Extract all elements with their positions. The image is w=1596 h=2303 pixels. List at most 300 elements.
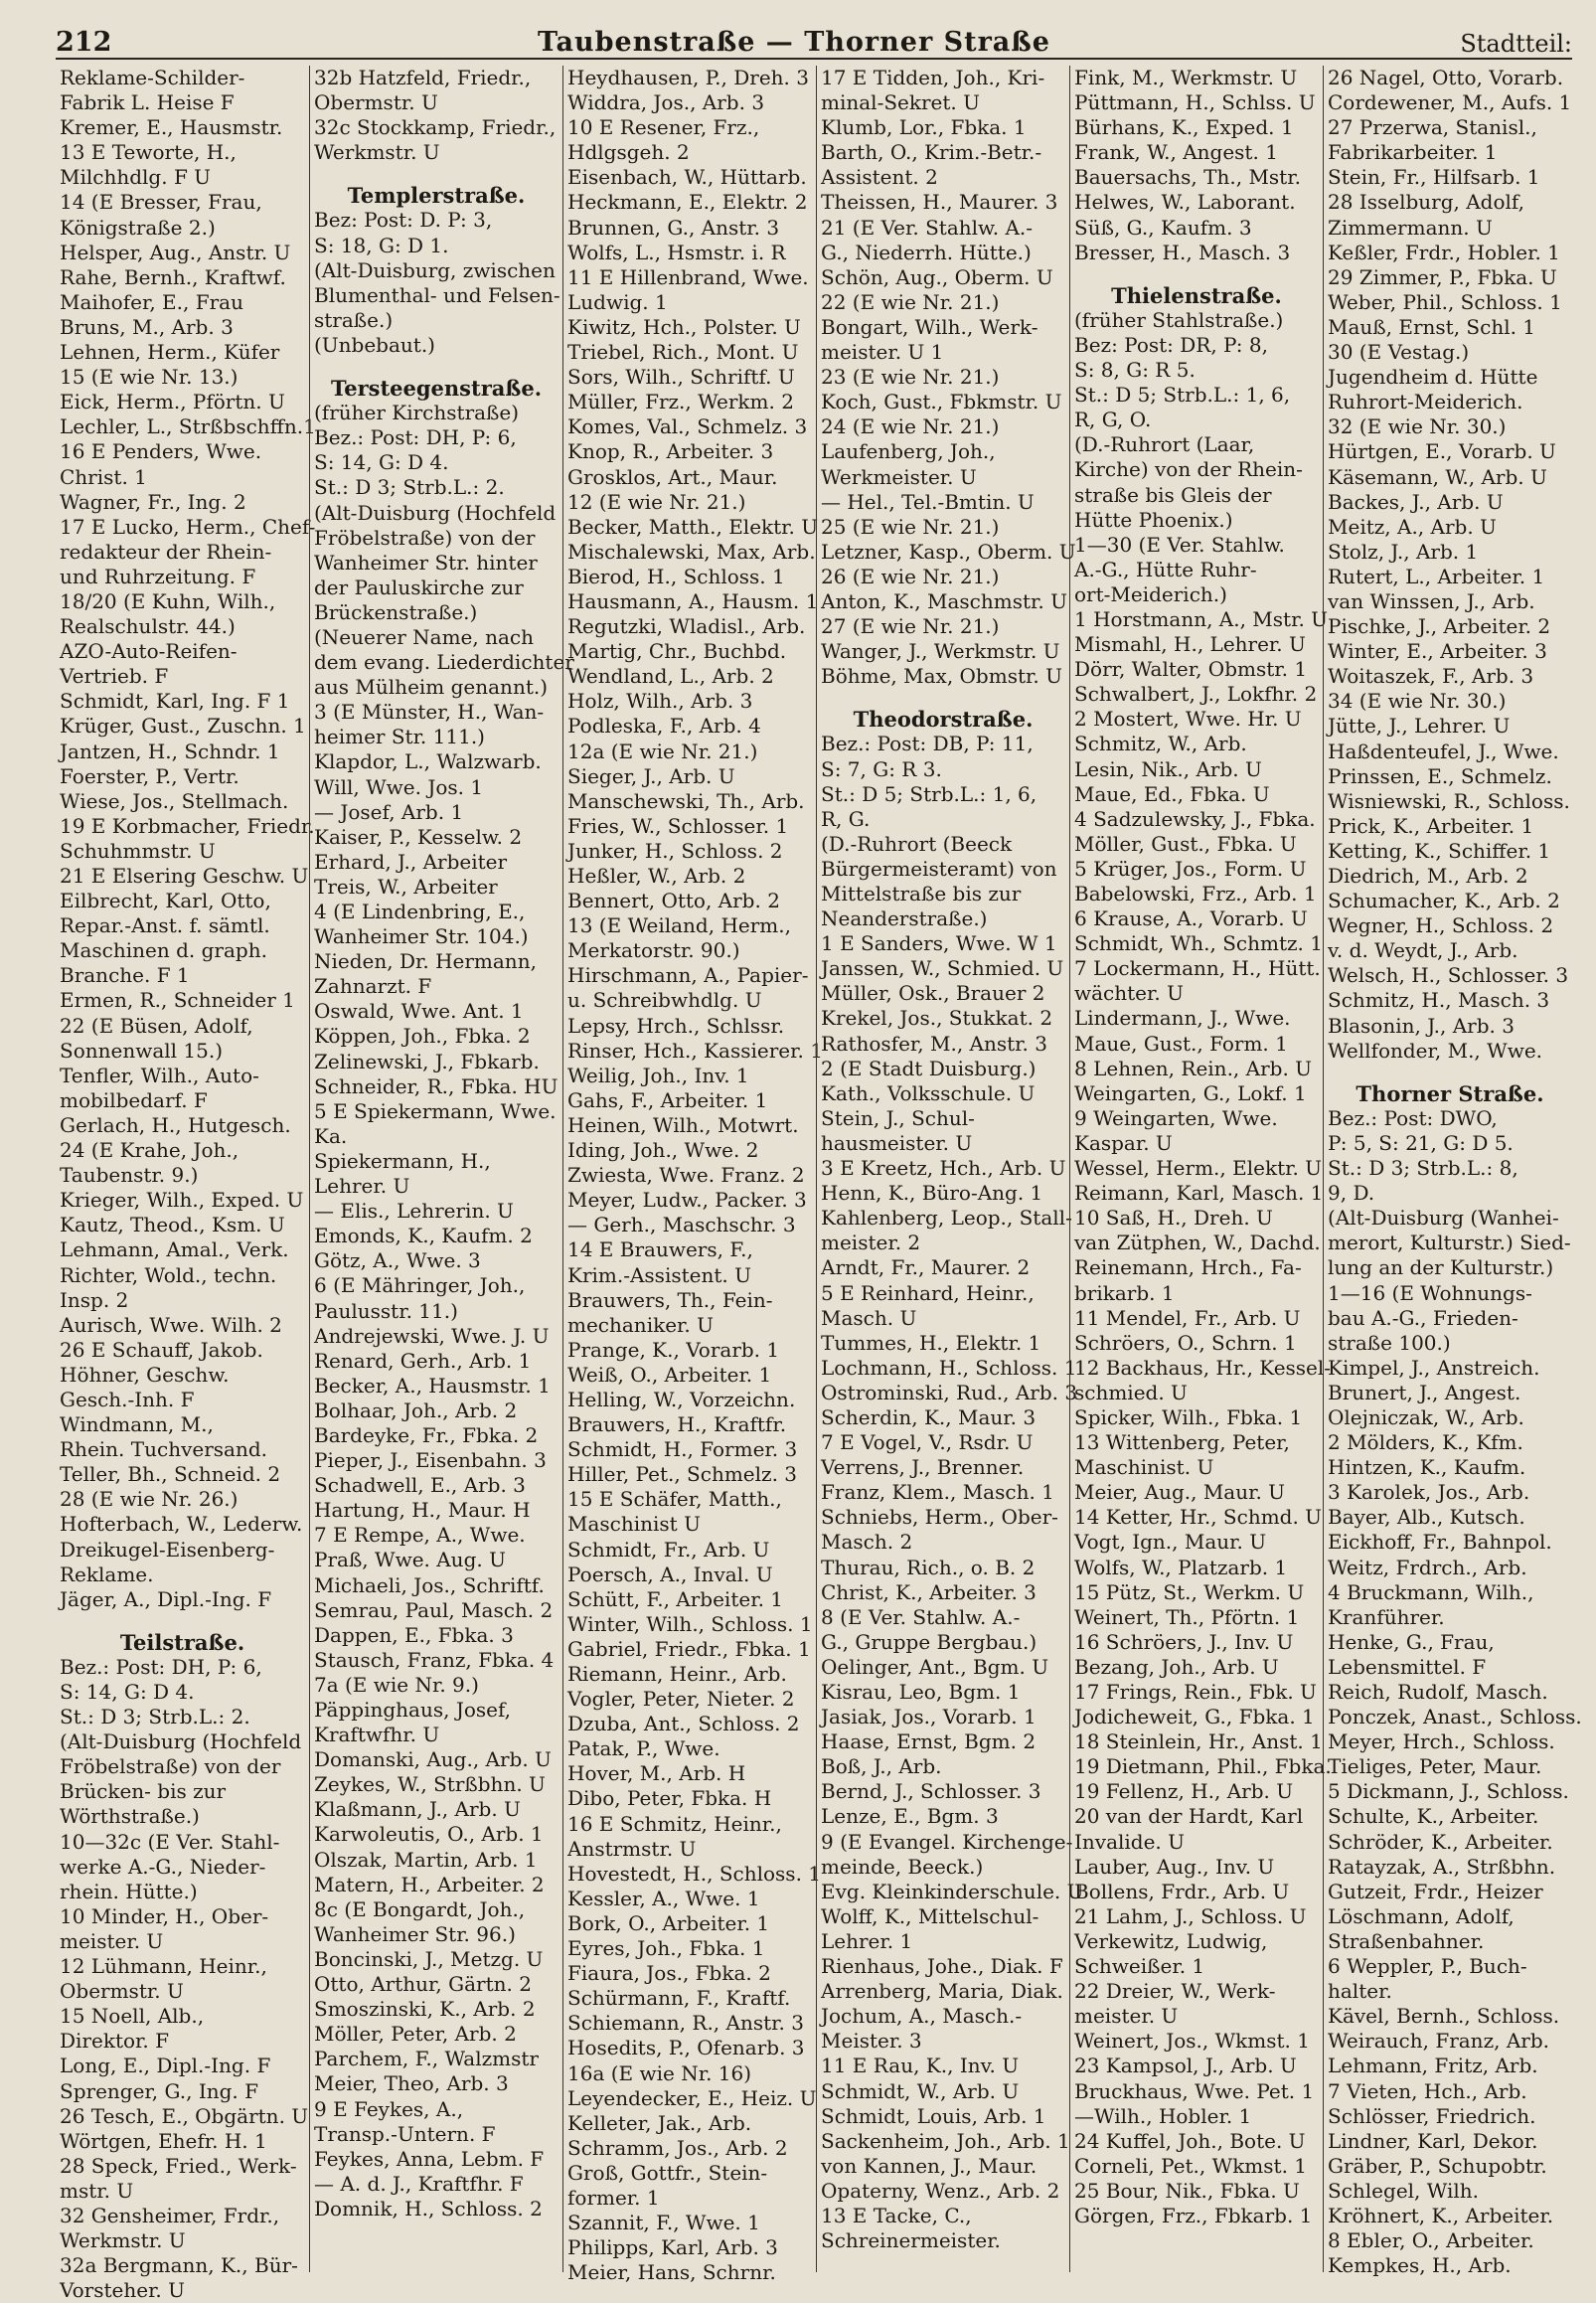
entry-line: Weinert, Th., Pförtn. 1 bbox=[1074, 1604, 1300, 1629]
entry-line: Bauersachs, Th., Mstr. bbox=[1074, 165, 1301, 190]
entry-line: Schlegel, Wilh. bbox=[1328, 2178, 1480, 2203]
entry-line: Schramm, Jos., Arb. 2 bbox=[567, 2135, 788, 2160]
entry-line: 26 Tesch, E., Obgärtn. U bbox=[60, 2103, 309, 2128]
entry-line: 28 Speck, Fried., Werk- bbox=[60, 2153, 297, 2178]
entry-line: Heßler, W., Arb. 2 bbox=[567, 864, 746, 888]
entry-line: 17 E Lucko, Herm., Chef- bbox=[60, 514, 316, 539]
entry-line: Wanheimer Str. 96.) bbox=[314, 1921, 516, 1946]
entry-line: Reklame. bbox=[60, 1562, 154, 1586]
entry-line: Janssen, W., Schmied. U bbox=[821, 956, 1064, 981]
entry-line: Zimmermann. U bbox=[1328, 215, 1493, 240]
entry-line: Haase, Ernst, Bgm. 2 bbox=[821, 1729, 1037, 1754]
entry-line: Dappen, E., Fbka. 3 bbox=[314, 1622, 514, 1647]
entry-line: Repar.-Anst. f. sämtl. bbox=[60, 913, 270, 938]
entry-line: Maue, Ed., Fbka. U bbox=[1074, 781, 1270, 806]
entry-line: Hintzen, K., Kaufm. bbox=[1328, 1455, 1526, 1480]
entry-line: Junker, H., Schloss. 2 bbox=[567, 838, 783, 863]
entry-line: Diedrich, M., Arb. 2 bbox=[1328, 864, 1528, 888]
entry-line: Lehmann, Amal., Verk. bbox=[60, 1237, 289, 1262]
entry-line: Domnik, H., Schloss. 2 bbox=[314, 2196, 543, 2221]
entry-line: — Hel., Tel.-Bmtin. U bbox=[821, 489, 1035, 514]
street-heading: Thorner Straße. bbox=[1356, 1080, 1544, 1106]
entry-line: 6 Weppler, P., Buch- bbox=[1328, 1954, 1527, 1979]
entry-line: —Wilh., Hobler. 1 bbox=[1074, 2103, 1252, 2128]
entry-line: Kävel, Bernh., Schloss. bbox=[1328, 2004, 1560, 2029]
entry-line: Wiese, Jos., Stellmach. bbox=[60, 788, 289, 813]
entry-line: R, G, O. bbox=[1074, 408, 1152, 432]
entry-line: Fiaura, Jos., Fbka. 2 bbox=[567, 1961, 771, 1986]
entry-line: (D.-Ruhrort (Laar, bbox=[1074, 432, 1255, 457]
entry-line: Kelleter, Jak., Arb. bbox=[567, 2110, 752, 2135]
entry-line: Kiwitz, Hch., Polster. U bbox=[567, 314, 801, 339]
street-heading: Theodorstraße. bbox=[853, 707, 1034, 733]
entry-line: Dreikugel-Eisenberg- bbox=[60, 1537, 275, 1562]
column-2 bbox=[309, 66, 574, 2272]
entry-line: Babelowski, Frz., Arb. 1 bbox=[1074, 882, 1317, 905]
entry-line: Wolfs, L., Hsmstr. i. R bbox=[567, 240, 786, 264]
entry-line: Christ. 1 bbox=[60, 464, 147, 489]
entry-line: Franz, Klem., Masch. 1 bbox=[821, 1480, 1054, 1505]
entry-line: Brunnen, G., Anstr. 3 bbox=[567, 215, 780, 240]
entry-line: Dörr, Walter, Obmstr. 1 bbox=[1074, 657, 1308, 682]
column-1 bbox=[56, 66, 316, 2303]
entry-line: 9, D. bbox=[1328, 1181, 1375, 1206]
entry-line: Bollens, Frdr., Arb. U bbox=[1074, 1879, 1290, 1903]
entry-line: Haßdenteufel, J., Wwe. bbox=[1328, 739, 1559, 763]
entry-line: Höhner, Geschw. bbox=[60, 1362, 230, 1387]
entry-line: Schütt, F., Arbeiter. 1 bbox=[567, 1586, 784, 1611]
entry-line: Masch. U bbox=[821, 1305, 917, 1330]
entry-line: Long, E., Dipl.-Ing. F bbox=[60, 2054, 271, 2078]
entry-line: Müller, Frz., Werkm. 2 bbox=[567, 390, 794, 414]
entry-line: Philipps, Karl, Arb. 3 bbox=[567, 2235, 778, 2260]
entry-line: Leyendecker, E., Heiz. U bbox=[567, 2085, 817, 2110]
entry-line: Olszak, Martin, Arb. 1 bbox=[314, 1847, 538, 1872]
entry-line: Bennert, Otto, Arb. 2 bbox=[567, 889, 780, 913]
entry-line: u. Schreibwhdlg. U bbox=[567, 988, 762, 1013]
entry-line: Werkmeister. U bbox=[821, 464, 977, 489]
entry-line: Triebel, Rich., Mont. U bbox=[567, 340, 799, 365]
entry-line: Cordewener, M., Aufs. 1 bbox=[1328, 90, 1572, 115]
entry-line: Hdlgsgeh. 2 bbox=[567, 140, 690, 165]
entry-line: S: 8, G: R 5. bbox=[1074, 358, 1196, 383]
entry-line: Schmidt, H., Former. 3 bbox=[567, 1437, 798, 1462]
entry-line: Renard, Gerh., Arb. 1 bbox=[314, 1348, 532, 1373]
entry-line: Keßler, Frdr., Hobler. 1 bbox=[1328, 240, 1560, 264]
entry-line: 16 E Penders, Wwe. bbox=[60, 439, 262, 464]
entry-line: meinde, Beeck.) bbox=[821, 1854, 984, 1879]
entry-line: meister. U bbox=[1074, 2004, 1179, 2029]
entry-line: Gesch.-Inh. F bbox=[60, 1387, 195, 1411]
entry-line: Eick, Herm., Pförtn. U bbox=[60, 390, 285, 414]
entry-line: 15 (E wie Nr. 13.) bbox=[60, 365, 239, 390]
entry-line: Eyres, Joh., Fbka. 1 bbox=[567, 1936, 765, 1961]
entry-line: Brauwers, Th., Fein- bbox=[567, 1287, 773, 1312]
entry-line: S: 18, G: D 1. bbox=[314, 233, 449, 257]
entry-line: Obermstr. U bbox=[314, 90, 438, 115]
entry-line: Spiekermann, H., bbox=[314, 1148, 491, 1173]
entry-line: AZO-Auto-Reifen- bbox=[60, 639, 238, 664]
entry-line: Lenze, E., Bgm. 3 bbox=[821, 1804, 999, 1829]
entry-line: 7 Vieten, Hch., Arb. bbox=[1328, 2078, 1527, 2103]
entry-line: Ketting, K., Schiffer. 1 bbox=[1328, 838, 1551, 863]
entry-line: Schröers, O., Schrn. 1 bbox=[1074, 1330, 1297, 1355]
entry-line: 32c Stockkamp, Friedr., bbox=[314, 115, 557, 140]
entry-line: Blasonin, J., Arb. 3 bbox=[1328, 1013, 1515, 1038]
entry-line: (Alt-Duisburg, zwischen bbox=[314, 257, 556, 282]
entry-line: bau A.-G., Frieden- bbox=[1328, 1305, 1518, 1330]
entry-line: v. d. Weydt, J., Arb. bbox=[1328, 938, 1518, 963]
entry-line: Dzuba, Ant., Schloss. 2 bbox=[567, 1712, 800, 1736]
entry-line: Wolff, K., Mittelschul- bbox=[821, 1903, 1039, 1928]
entry-line: Arndt, Fr., Maurer. 2 bbox=[821, 1255, 1031, 1280]
entry-line: (D.-Ruhrort (Beeck bbox=[821, 831, 1013, 856]
entry-line: Koch, Gust., Fbkmstr. U bbox=[821, 390, 1062, 414]
entry-line: 12 (E wie Nr. 21.) bbox=[567, 489, 746, 514]
entry-line: Corneli, Pet., Wkmst. 1 bbox=[1074, 2153, 1308, 2178]
entry-line: Sackenheim, Joh., Arb. 1 bbox=[821, 2128, 1070, 2153]
entry-line: Bolhaar, Joh., Arb. 2 bbox=[314, 1398, 518, 1422]
entry-line: Parchem, F., Walzmstr bbox=[314, 2047, 539, 2071]
entry-line: Widdra, Jos., Arb. 3 bbox=[567, 90, 765, 115]
entry-line: 7 E Vogel, V., Rsdr. U bbox=[821, 1430, 1034, 1455]
entry-line: Semrau, Paul, Masch. 2 bbox=[314, 1597, 554, 1622]
entry-line: Jodicheweit, G., Fbka. 1 bbox=[1074, 1705, 1315, 1729]
entry-line: Eisenbach, W., Hüttarb. bbox=[567, 165, 807, 190]
entry-line: Hover, M., Arb. H bbox=[567, 1761, 746, 1786]
entry-line: 17 Frings, Rein., Fbk. U bbox=[1074, 1680, 1317, 1704]
entry-line: Kaspar. U bbox=[1074, 1130, 1173, 1155]
entry-line: 14 E Brauwers, F., bbox=[567, 1237, 753, 1262]
entry-line: Püttmann, H., Schlss. U bbox=[1074, 90, 1316, 115]
entry-line: Realschulstr. 44.) bbox=[60, 614, 236, 639]
entry-line: 1—16 (E Wohnungs- bbox=[1328, 1280, 1532, 1305]
entry-line: Weber, Phil., Schloss. 1 bbox=[1328, 289, 1562, 314]
entry-line: Bruns, M., Arb. 3 bbox=[60, 314, 234, 339]
entry-line: 12 Backhaus, Hr., Kessel- bbox=[1074, 1355, 1332, 1380]
entry-line: Prick, K., Arbeiter. 1 bbox=[1328, 813, 1534, 838]
entry-line: — A. d. J., Kraftfhr. F bbox=[314, 2171, 524, 2196]
entry-line: Vorsteher. U bbox=[60, 2278, 185, 2303]
entry-line: Rienhaus, Johe., Diak. F bbox=[821, 1954, 1063, 1979]
entry-line: Branche. F 1 bbox=[60, 963, 190, 988]
entry-line: Schuhmmstr. U bbox=[60, 838, 216, 863]
entry-line: mstr. U bbox=[60, 2178, 134, 2203]
entry-line: 3 (E Münster, H., Wan- bbox=[314, 700, 545, 725]
entry-line: Kröhnert, K., Arbeiter. bbox=[1328, 2203, 1554, 2227]
entry-line: Ostrominski, Rud., Arb. 3 bbox=[821, 1380, 1078, 1404]
entry-line: Knop, R., Arbeiter. 3 bbox=[567, 439, 774, 464]
entry-line: St.: D 3; Strb.L.: 2. bbox=[314, 475, 505, 500]
entry-line: Groß, Gottfr., Stein- bbox=[567, 2160, 768, 2185]
entry-line: Hütte Phoenix.) bbox=[1074, 507, 1233, 532]
entry-line: Lauber, Aug., Inv. U bbox=[1074, 1854, 1275, 1879]
entry-line: Fink, M., Werkmstr. U bbox=[1074, 66, 1298, 89]
entry-line: dem evang. Liederdichter bbox=[314, 650, 574, 675]
entry-line: Kisrau, Leo, Bgm. 1 bbox=[821, 1680, 1021, 1704]
entry-line: Reimann, Karl, Masch. 1 bbox=[1074, 1181, 1324, 1206]
entry-line: Meyer, Ludw., Packer. 3 bbox=[567, 1188, 807, 1213]
entry-line: Helling, W., Vorzeichn. bbox=[567, 1387, 796, 1411]
entry-line: rhein. Hütte.) bbox=[60, 1879, 198, 1903]
entry-line: 2 (E Stadt Duisburg.) bbox=[821, 1056, 1037, 1080]
entry-line: Bayer, Alb., Kutsch. bbox=[1328, 1505, 1525, 1530]
entry-line: Brücken- bis zur bbox=[60, 1779, 227, 1804]
entry-line: heimer Str. 111.) bbox=[314, 725, 485, 749]
entry-line: 18 Steinlein, Hr., Anst. 1 bbox=[1074, 1729, 1323, 1754]
entry-line: 5 Dickmann, J., Schloss. bbox=[1328, 1779, 1569, 1804]
entry-line: Becker, A., Hausmstr. 1 bbox=[314, 1373, 551, 1398]
entry-line: Schreinermeister. bbox=[821, 2228, 1001, 2253]
entry-line: 8 Lehnen, Rein., Arb. U bbox=[1074, 1056, 1313, 1080]
entry-line: 11 E Rau, K., Inv. U bbox=[821, 2054, 1020, 2078]
spacer bbox=[60, 1612, 305, 1624]
entry-line: Jütte, J., Lehrer. U bbox=[1328, 714, 1511, 739]
entry-line: Stein, Fr., Hilfsarb. 1 bbox=[1328, 165, 1540, 190]
entry-line: Teller, Bh., Schneid. 2 bbox=[60, 1462, 281, 1487]
entry-line: Hosedits, P., Ofenarb. 3 bbox=[567, 2036, 805, 2060]
entry-line: minal-Sekret. U bbox=[821, 90, 980, 115]
entry-line: Regutzki, Wladisl., Arb. bbox=[567, 614, 806, 639]
entry-line: Woitaszek, F., Arb. 3 bbox=[1328, 664, 1534, 689]
entry-line: Meier, Theo, Arb. 3 bbox=[314, 2071, 509, 2096]
entry-line: 11 E Hillenbrand, Wwe. bbox=[567, 264, 809, 289]
entry-line: Zelinewski, J., Fbkarb. bbox=[314, 1049, 540, 1073]
entry-line: Krieger, Wilh., Exped. U bbox=[60, 1188, 304, 1213]
entry-line: Jäger, A., Dipl.-Ing. F bbox=[60, 1586, 272, 1611]
entry-line: Feykes, Anna, Lebm. F bbox=[314, 2146, 545, 2171]
entry-line: Schadwell, E., Arb. 3 bbox=[314, 1473, 526, 1498]
entry-line: meister. 2 bbox=[821, 1231, 921, 1255]
entry-line: Foerster, P., Vertr. bbox=[60, 763, 239, 788]
entry-line: Heinen, Wilh., Motwrt. bbox=[567, 1112, 799, 1137]
entry-line: Reinemann, Hrch., Fa- bbox=[1074, 1255, 1302, 1280]
entry-line: Krekel, Jos., Stukkat. 2 bbox=[821, 1006, 1053, 1031]
entry-line: 7 E Rempe, A., Wwe. bbox=[314, 1523, 526, 1548]
entry-line: Hofterbach, W., Lederw. bbox=[60, 1512, 303, 1537]
entry-line: Lochmann, H., Schloss. 1 bbox=[821, 1355, 1077, 1380]
entry-line: Bongart, Wilh., Werk- bbox=[821, 314, 1038, 339]
entry-line: Sors, Wilh., Schriftf. U bbox=[567, 365, 795, 390]
entry-line: Hartung, H., Maur. H bbox=[314, 1498, 531, 1523]
entry-line: Klaßmann, J., Arb. U bbox=[314, 1797, 521, 1822]
entry-line: ort-Meiderich.) bbox=[1074, 581, 1227, 606]
entry-line: 20 van der Hardt, Karl bbox=[1074, 1804, 1304, 1829]
entry-line: 22 (E wie Nr. 21.) bbox=[821, 289, 1000, 314]
spacer bbox=[314, 165, 559, 177]
entry-line: Stolz, J., Arb. 1 bbox=[1328, 539, 1479, 564]
street-heading: Thielenstraße. bbox=[1111, 282, 1282, 308]
entry-line: Praß, Wwe. Aug. U bbox=[314, 1548, 506, 1572]
entry-line: Welsch, H., Schlosser. 3 bbox=[1328, 963, 1569, 988]
entry-line: Schürmann, F., Kraftf. bbox=[567, 1986, 791, 2011]
entry-line: Komes, Val., Schmelz. 3 bbox=[567, 414, 808, 439]
entry-line: 32 Gensheimer, Frdr., bbox=[60, 2203, 280, 2227]
entry-line: (Alt-Duisburg (Hochfeld bbox=[60, 1729, 302, 1754]
entry-line: 11 Mendel, Fr., Arb. U bbox=[1074, 1305, 1301, 1330]
entry-line: G., Niederrh. Hütte.) bbox=[821, 240, 1032, 264]
entry-line: 1 E Sanders, Wwe. W 1 bbox=[821, 931, 1057, 956]
entry-line: Wörthstraße.) bbox=[60, 1804, 200, 1829]
entry-line: Jasiak, Jos., Vorarb. 1 bbox=[821, 1705, 1037, 1729]
entry-line: Fröbelstraße) von der bbox=[314, 525, 536, 550]
entry-line: Schniebs, Herm., Ober- bbox=[821, 1505, 1058, 1530]
entry-line: Schumacher, K., Arb. 2 bbox=[1328, 889, 1560, 913]
entry-line: — Gerh., Maschschr. 3 bbox=[567, 1213, 796, 1237]
entry-line: Invalide. U bbox=[1074, 1829, 1186, 1854]
entry-line: 9 (E Evangel. Kirchenge- bbox=[821, 1829, 1073, 1854]
entry-line: Schmidt, Fr., Arb. U bbox=[567, 1537, 770, 1562]
entry-line: 16 Schröers, J., Inv. U bbox=[1074, 1629, 1294, 1654]
entry-line: Wagner, Fr., Ing. 2 bbox=[60, 489, 246, 514]
entry-line: 22 (E Büsen, Adolf, bbox=[60, 1013, 253, 1038]
entry-line: Jantzen, H., Schndr. 1 bbox=[60, 739, 280, 763]
entry-line: Gutzeit, Frdr., Heizer bbox=[1328, 1879, 1543, 1903]
entry-line: Kahlenberg, Leop., Stall- bbox=[821, 1206, 1072, 1231]
entry-line: Wolfs, W., Platzarb. 1 bbox=[1074, 1555, 1288, 1579]
entry-line: 10 E Resener, Frz., bbox=[567, 115, 760, 140]
entry-line: Königstraße 2.) bbox=[60, 215, 216, 240]
entry-line: Wörtgen, Ehefr. H. 1 bbox=[60, 2128, 267, 2153]
entry-line: Lehmann, Fritz, Arb. bbox=[1328, 2054, 1538, 2078]
entry-line: Schiemann, R., Anstr. 3 bbox=[567, 2011, 804, 2036]
entry-line: Reklame-Schilder- bbox=[60, 66, 245, 89]
entry-line: R, G. bbox=[821, 806, 871, 831]
entry-line: Weirauch, Franz, Arb. bbox=[1328, 2029, 1549, 2054]
entry-line: meister. U bbox=[60, 1928, 164, 1953]
entry-line: Heckmann, E., Elektr. 2 bbox=[567, 190, 808, 215]
entry-line: Lepsy, Hrch., Schlssr. bbox=[567, 1013, 785, 1038]
entry-line: Paulusstr. 11.) bbox=[314, 1298, 458, 1323]
entry-line: Lehrer. U bbox=[314, 1174, 410, 1199]
entry-line: Otto, Arthur, Gärtn. 2 bbox=[314, 1972, 532, 1997]
spacer bbox=[821, 689, 1065, 701]
entry-line: Emonds, K., Kaufm. 2 bbox=[314, 1224, 533, 1248]
entry-line: Wanheimer Str. 104.) bbox=[314, 924, 529, 949]
entry-line: Kraftwfhr. U bbox=[314, 1723, 440, 1747]
entry-line: 28 (E wie Nr. 26.) bbox=[60, 1487, 239, 1512]
entry-line: Fries, W., Schlosser. 1 bbox=[567, 813, 789, 838]
entry-line: Holz, Wilh., Arb. 3 bbox=[567, 689, 753, 714]
entry-line: Hausmann, A., Hausm. 1 bbox=[567, 588, 819, 613]
entry-line: Lindner, Karl, Dekor. bbox=[1328, 2128, 1538, 2153]
entry-line: St.: D 5; Strb.L.: 1, 6, bbox=[821, 781, 1037, 806]
entry-line: Maschinist U bbox=[567, 1512, 701, 1537]
entry-line: Fabrikarbeiter. 1 bbox=[1328, 140, 1498, 165]
entry-line: 25 (E wie Nr. 21.) bbox=[821, 514, 1000, 539]
entry-line: 8 Ebler, O., Arbeiter. bbox=[1328, 2228, 1534, 2253]
entry-line: former. 1 bbox=[567, 2185, 660, 2210]
entry-line: Karwoleutis, O., Arb. 1 bbox=[314, 1822, 544, 1847]
entry-line: Verkewitz, Ludwig, bbox=[1074, 1928, 1268, 1953]
spacer bbox=[314, 358, 559, 370]
entry-line: Arrenberg, Maria, Diak. bbox=[821, 1979, 1063, 2004]
entry-line: Möller, Peter, Arb. 2 bbox=[314, 2022, 517, 2047]
entry-line: 19 Fellenz, H., Arb. U bbox=[1074, 1779, 1294, 1804]
entry-line: Wendland, L., Arb. 2 bbox=[567, 664, 774, 689]
entry-line: Bezang, Joh., Arb. U bbox=[1074, 1654, 1279, 1679]
entry-line: Henke, G., Frau, bbox=[1328, 1629, 1495, 1654]
entry-line: 30 (E Vestag.) bbox=[1328, 340, 1470, 365]
entry-line: Ruhrort-Meiderich. bbox=[1328, 390, 1523, 414]
entry-line: hausmeister. U bbox=[821, 1130, 973, 1155]
entry-line: Oswald, Wwe. Ant. 1 bbox=[314, 999, 524, 1024]
entry-line: 15 Noell, Alb., bbox=[60, 2004, 205, 2029]
entry-line: Oelinger, Ant., Bgm. U bbox=[821, 1654, 1049, 1679]
entry-line: 1—30 (E Ver. Stahlw. bbox=[1074, 532, 1285, 557]
entry-line: Ludwig. 1 bbox=[567, 289, 668, 314]
entry-line: (Unbebaut.) bbox=[314, 332, 435, 357]
entry-line: Tieliges, Peter, Maur. bbox=[1328, 1754, 1542, 1779]
entry-line: wächter. U bbox=[1074, 981, 1184, 1006]
entry-line: 27 (E wie Nr. 21.) bbox=[821, 614, 1000, 639]
entry-line: — Elis., Lehrerin. U bbox=[314, 1199, 514, 1224]
entry-line: 13 (E Weiland, Herm., bbox=[567, 913, 791, 938]
entry-line: Schmidt, Karl, Ing. F 1 bbox=[60, 689, 290, 714]
entry-line: 28 Isselburg, Adolf, bbox=[1328, 190, 1524, 215]
entry-line: 26 (E wie Nr. 21.) bbox=[821, 564, 1000, 588]
entry-line: 13 E Tacke, C., bbox=[821, 2203, 972, 2227]
entry-line: Becker, Matth., Elektr. U bbox=[567, 514, 819, 539]
entry-line: Richter, Wold., techn. bbox=[60, 1262, 277, 1287]
entry-line: Gabriel, Friedr., Fbka. 1 bbox=[567, 1636, 811, 1661]
entry-line: Weilig, Joh., Inv. 1 bbox=[567, 1063, 749, 1087]
entry-line: Olejniczak, W., Arb. bbox=[1328, 1404, 1524, 1429]
entry-line: merort, Kulturstr.) Sied- bbox=[1328, 1231, 1571, 1255]
entry-line: 6 Krause, A., Vorarb. U bbox=[1074, 906, 1308, 931]
entry-line: Wellfonder, M., Wwe. bbox=[1328, 1038, 1543, 1063]
entry-line: Will, Wwe. Jos. 1 bbox=[314, 774, 484, 799]
entry-line: 5 E Spiekermann, Wwe. bbox=[314, 1098, 557, 1123]
entry-line: 32b Hatzfeld, Friedr., bbox=[314, 66, 532, 89]
entry-line: aus Mülheim genannt.) bbox=[314, 675, 549, 700]
entry-line: Hovestedt, H., Schloss. 1 bbox=[567, 1861, 822, 1886]
entry-line: Bresser, H., Masch. 3 bbox=[1074, 240, 1291, 264]
entry-line: redakteur der Rhein- bbox=[60, 539, 272, 564]
entry-line: mobilbedarf. F bbox=[60, 1087, 208, 1112]
entry-line: 3 Karolek, Jos., Arb. bbox=[1328, 1480, 1530, 1505]
entry-line: Szannit, F., Wwe. 1 bbox=[567, 2211, 760, 2235]
entry-line: 15 Pütz, St., Werkm. U bbox=[1074, 1579, 1305, 1604]
entry-line: Domanski, Aug., Arb. U bbox=[314, 1747, 552, 1772]
entry-line: Maschinen d. graph. bbox=[60, 938, 267, 963]
entry-line: Barth, O., Krim.-Betr.- bbox=[821, 140, 1042, 165]
entry-line: Meitz, A., Arb. U bbox=[1328, 514, 1497, 539]
entry-line: Schulte, K., Arbeiter. bbox=[1328, 1804, 1539, 1829]
entry-line: Backes, J., Arb. U bbox=[1328, 489, 1504, 514]
entry-line: Rahe, Bernh., Kraftwf. bbox=[60, 264, 286, 289]
entry-line: Grosklos, Art., Maur. bbox=[567, 464, 778, 489]
entry-line: und Ruhrzeitung. F bbox=[60, 564, 256, 588]
entry-line: Bürhans, K., Exped. 1 bbox=[1074, 115, 1294, 140]
entry-line: Meister. 3 bbox=[821, 2029, 922, 2054]
entry-line: Helwes, W., Laborant. bbox=[1074, 190, 1296, 215]
entry-line: — Josef, Arb. 1 bbox=[314, 799, 464, 824]
entry-line: mechaniker. U bbox=[567, 1312, 714, 1337]
entry-line: 10 Minder, H., Ober- bbox=[60, 1903, 269, 1928]
entry-line: Henn, K., Büro-Ang. 1 bbox=[821, 1181, 1043, 1206]
entry-line: Patak, P., Wwe. bbox=[567, 1736, 720, 1761]
entry-line: Lesin, Nik., Arb. U bbox=[1074, 756, 1262, 781]
entry-line: Ponczek, Anast., Schloss. bbox=[1328, 1705, 1582, 1729]
entry-line: halter. bbox=[1328, 1979, 1392, 2004]
entry-line: St.: D 5; Strb.L.: 1, 6, bbox=[1074, 383, 1291, 408]
entry-line: van Winssen, J., Arb. bbox=[1328, 588, 1535, 613]
entry-line: Schmitz, H., Masch. 3 bbox=[1328, 988, 1550, 1013]
entry-line: werke A.-G., Nieder- bbox=[60, 1854, 266, 1879]
entry-line: Assistent. 2 bbox=[821, 165, 938, 190]
entry-line: Jochum, A., Masch.- bbox=[821, 2004, 1023, 2029]
